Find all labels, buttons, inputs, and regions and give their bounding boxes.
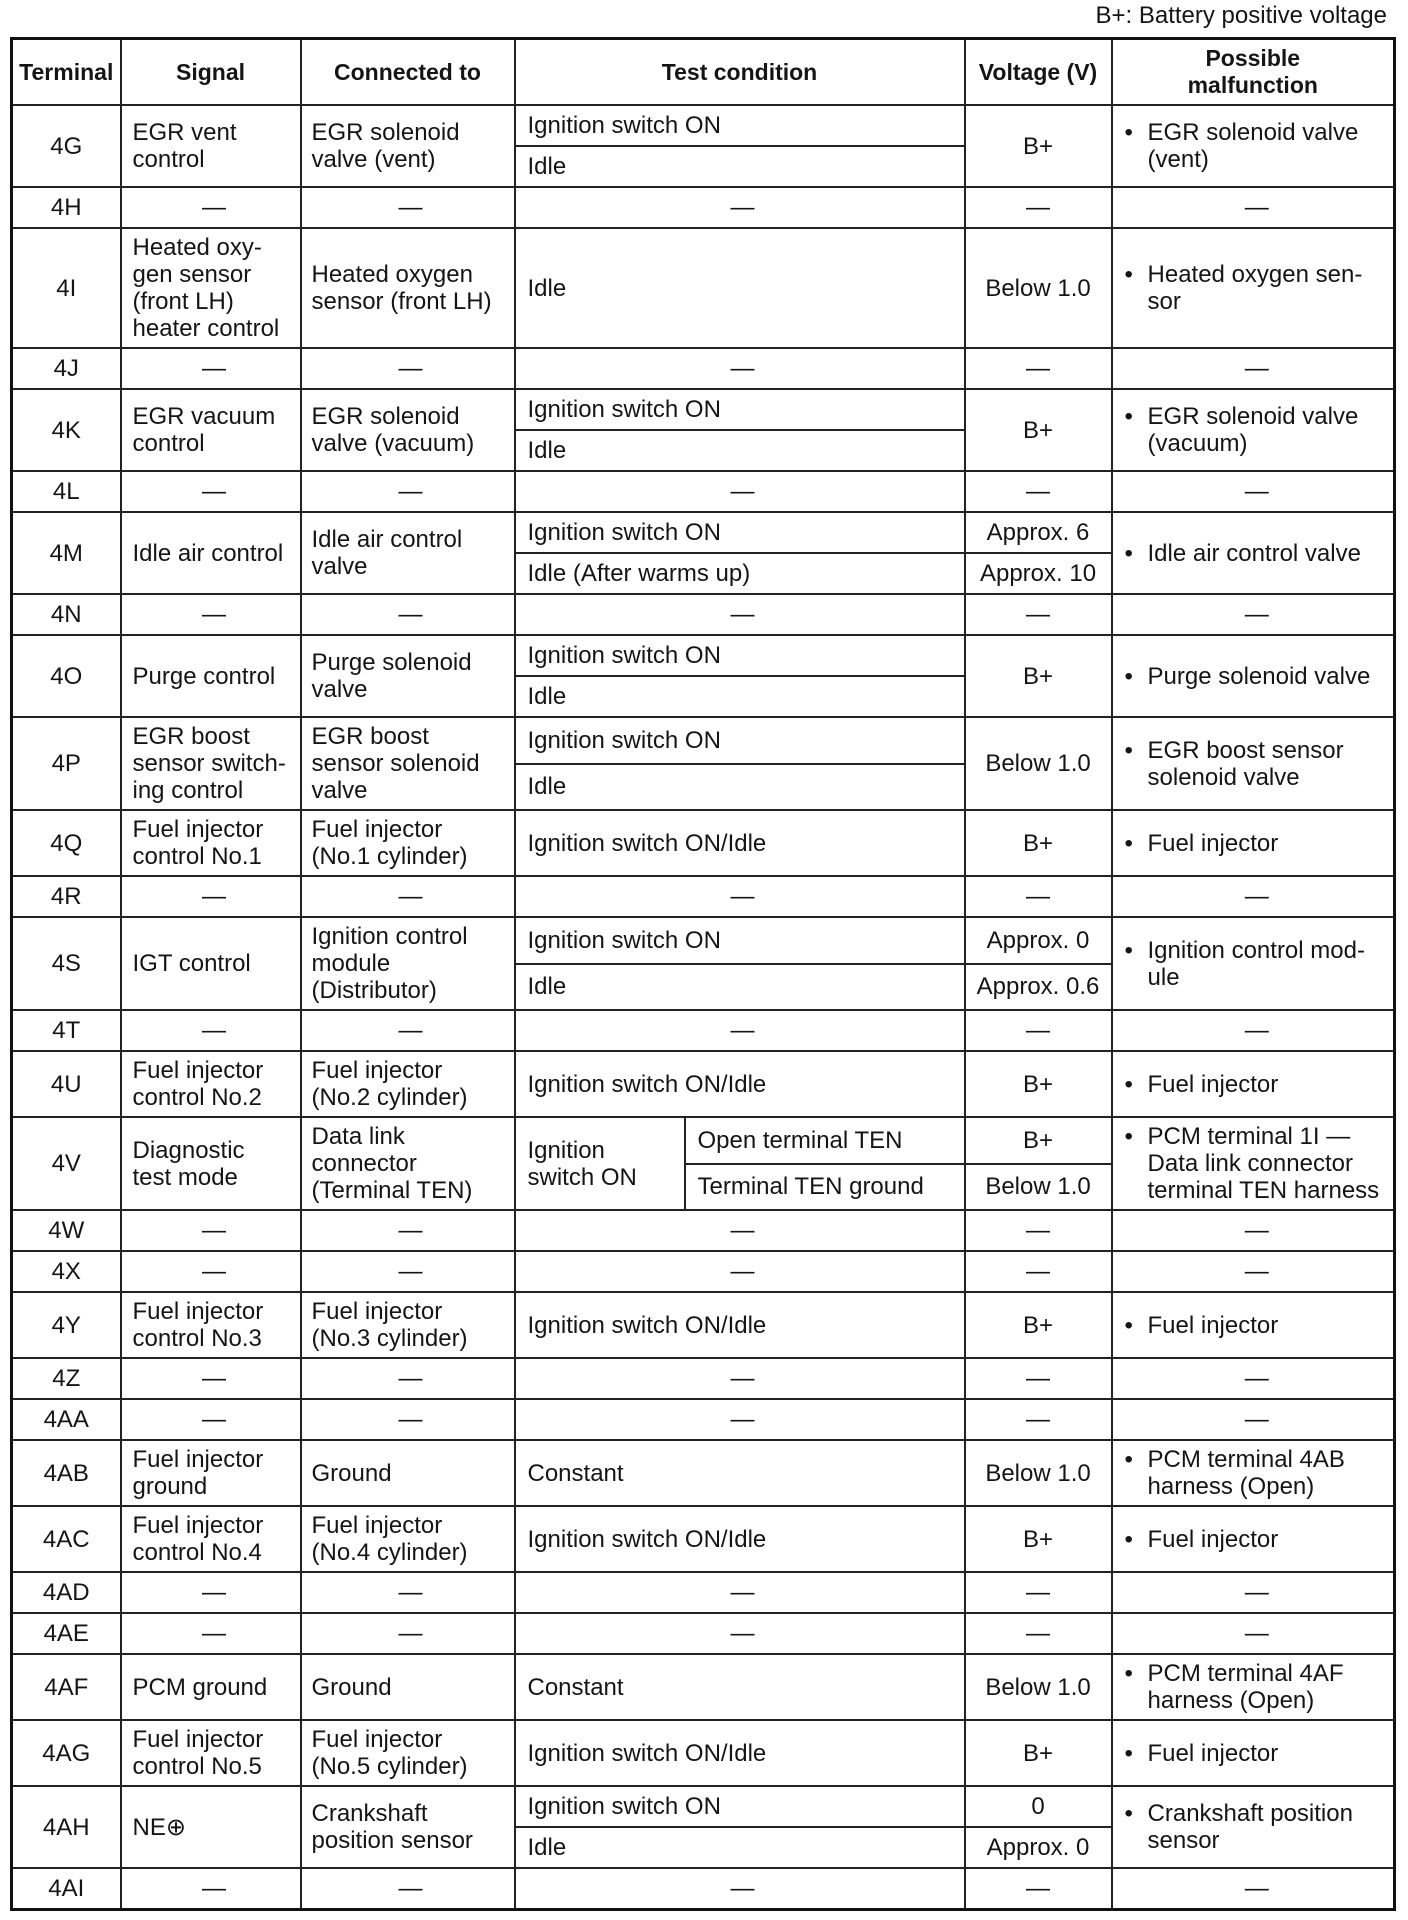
connected-to-cell: Fuel injector (No.1 cylinder) bbox=[301, 810, 515, 876]
terminal-cell: 4G bbox=[12, 105, 121, 187]
signal-cell: — bbox=[121, 1868, 301, 1909]
malfunction-item: • PCM terminal 1I — Data link connector terminal TEN harness bbox=[1125, 1123, 1390, 1204]
signal-cell: — bbox=[121, 1613, 301, 1654]
malfunction-item: • PCM terminal 4AB harness (Open) bbox=[1125, 1446, 1390, 1500]
voltage-cell: Below 1.0 bbox=[965, 1164, 1112, 1211]
voltage-cell: — bbox=[965, 1868, 1112, 1909]
signal-cell: — bbox=[121, 1399, 301, 1440]
table-row-4af bbox=[12, 1654, 1395, 1720]
table-row-4n bbox=[12, 594, 1395, 635]
terminal-cell: 4Q bbox=[12, 810, 121, 876]
malfunction-cell bbox=[1112, 1292, 1395, 1358]
table-row-4p bbox=[12, 717, 1395, 764]
table-row-4ae bbox=[12, 1613, 1395, 1654]
terminal-cell: 4Y bbox=[12, 1292, 121, 1358]
malfunction-cell: — bbox=[1112, 1010, 1395, 1051]
malfunction-item: • PCM terminal 4AF harness (Open) bbox=[1125, 1660, 1390, 1714]
malfunction-cell: — bbox=[1112, 1572, 1395, 1613]
terminal-cell: 4J bbox=[12, 348, 121, 389]
connected-to-cell: — bbox=[301, 1358, 515, 1399]
test-condition-cell: — bbox=[515, 348, 965, 389]
pcm-terminal-voltage-table bbox=[10, 37, 1396, 1911]
malfunction-cell: — bbox=[1112, 1358, 1395, 1399]
voltage-cell: Approx. 0 bbox=[965, 917, 1112, 964]
terminal-cell: 4V bbox=[12, 1117, 121, 1210]
terminal-cell: 4M bbox=[12, 512, 121, 594]
table-row-4q bbox=[12, 810, 1395, 876]
test-condition-cell: — bbox=[515, 471, 965, 512]
table-row-4ac bbox=[12, 1506, 1395, 1572]
table-row-4v bbox=[12, 1117, 1395, 1164]
signal-cell: — bbox=[121, 187, 301, 228]
connected-to-cell: — bbox=[301, 1010, 515, 1051]
connected-to-cell: Fuel injector (No.5 cylinder) bbox=[301, 1720, 515, 1786]
malfunction-cell: — bbox=[1112, 187, 1395, 228]
test-condition-cell: Ignition switch ON/Idle bbox=[515, 1292, 965, 1358]
connected-to-cell: — bbox=[301, 348, 515, 389]
test-condition-cell: Ignition switch ON/Idle bbox=[515, 1051, 965, 1117]
signal-cell: — bbox=[121, 1572, 301, 1613]
connected-to-cell: Fuel injector (No.4 cylinder) bbox=[301, 1506, 515, 1572]
malfunction-cell: — bbox=[1112, 1868, 1395, 1909]
voltage-cell: Approx. 10 bbox=[965, 553, 1112, 594]
terminal-cell: 4K bbox=[12, 389, 121, 471]
terminal-cell: 4O bbox=[12, 635, 121, 717]
malfunction-cell bbox=[1112, 1117, 1395, 1210]
test-condition-cell: Idle bbox=[515, 764, 965, 811]
terminal-cell: 4AI bbox=[12, 1868, 121, 1909]
header-terminal: Terminal bbox=[12, 39, 121, 106]
table-row-4ah bbox=[12, 1786, 1395, 1827]
battery-voltage-legend: B+: Battery positive voltage bbox=[1095, 2, 1387, 29]
signal-cell: Idle air control bbox=[121, 512, 301, 594]
voltage-cell: B+ bbox=[965, 1051, 1112, 1117]
test-condition-cell: Idle (After warms up) bbox=[515, 553, 965, 594]
signal-cell: Fuel injector control No.3 bbox=[121, 1292, 301, 1358]
malfunction-cell: — bbox=[1112, 1399, 1395, 1440]
signal-cell: — bbox=[121, 1251, 301, 1292]
malfunction-item: • Fuel injector bbox=[1125, 1526, 1390, 1553]
voltage-cell: Below 1.0 bbox=[965, 717, 1112, 810]
malfunction-cell bbox=[1112, 917, 1395, 1010]
signal-cell: EGR vent control bbox=[121, 105, 301, 187]
table-row-4ag bbox=[12, 1720, 1395, 1786]
voltage-cell: — bbox=[965, 348, 1112, 389]
voltage-cell: Approx. 6 bbox=[965, 512, 1112, 553]
table-row-4g bbox=[12, 105, 1395, 146]
connected-to-cell: Crankshaft position sensor bbox=[301, 1786, 515, 1868]
terminal-cell: 4AA bbox=[12, 1399, 121, 1440]
connected-to-cell: EGR solenoid valve (vent) bbox=[301, 105, 515, 187]
malfunction-item: • EGR solenoid valve (vacuum) bbox=[1125, 403, 1390, 457]
malfunction-cell bbox=[1112, 512, 1395, 594]
table-row-4h bbox=[12, 187, 1395, 228]
table-row-4m bbox=[12, 512, 1395, 553]
connected-to-cell: Data link connector (Terminal TEN) bbox=[301, 1117, 515, 1210]
voltage-cell: Below 1.0 bbox=[965, 1440, 1112, 1506]
test-condition-cell: Idle bbox=[515, 964, 965, 1011]
test-condition-cell: Ignition switch ON bbox=[515, 1786, 965, 1827]
voltage-cell: B+ bbox=[965, 1506, 1112, 1572]
signal-cell: NE⊕ bbox=[121, 1786, 301, 1868]
table-row-4l bbox=[12, 471, 1395, 512]
table-row-4s bbox=[12, 917, 1395, 964]
test-condition-cell: — bbox=[515, 187, 965, 228]
table-row-4ad bbox=[12, 1572, 1395, 1613]
test-condition-cell: Idle bbox=[515, 228, 965, 348]
signal-cell: — bbox=[121, 1358, 301, 1399]
connected-to-cell: — bbox=[301, 187, 515, 228]
terminal-cell: 4AB bbox=[12, 1440, 121, 1506]
malfunction-cell: — bbox=[1112, 594, 1395, 635]
test-condition-cell: Idle bbox=[515, 1827, 965, 1868]
malfunction-item: • Fuel injector bbox=[1125, 1071, 1390, 1098]
signal-cell: — bbox=[121, 1210, 301, 1251]
table-row-4ab bbox=[12, 1440, 1395, 1506]
table-row-4j bbox=[12, 348, 1395, 389]
voltage-cell: — bbox=[965, 471, 1112, 512]
terminal-cell: 4I bbox=[12, 228, 121, 348]
malfunction-cell bbox=[1112, 1786, 1395, 1868]
table-row-4y bbox=[12, 1292, 1395, 1358]
terminal-cell: 4AH bbox=[12, 1786, 121, 1868]
header-row bbox=[12, 39, 1395, 106]
terminal-cell: 4AC bbox=[12, 1506, 121, 1572]
malfunction-cell: — bbox=[1112, 1210, 1395, 1251]
voltage-cell: — bbox=[965, 876, 1112, 917]
terminal-cell: 4AG bbox=[12, 1720, 121, 1786]
test-condition-cell: Ignition switch ON bbox=[515, 917, 965, 964]
voltage-cell: B+ bbox=[965, 635, 1112, 717]
terminal-cell: 4W bbox=[12, 1210, 121, 1251]
table-row-4ai bbox=[12, 1868, 1395, 1909]
malfunction-cell bbox=[1112, 810, 1395, 876]
table-row-4t bbox=[12, 1010, 1395, 1051]
voltage-cell: Below 1.0 bbox=[965, 1654, 1112, 1720]
table-row-4u bbox=[12, 1051, 1395, 1117]
table-row-4x bbox=[12, 1251, 1395, 1292]
test-condition-cell: Constant bbox=[515, 1440, 965, 1506]
malfunction-cell bbox=[1112, 717, 1395, 810]
voltage-cell: — bbox=[965, 1010, 1112, 1051]
test-condition-cell: — bbox=[515, 1613, 965, 1654]
connected-to-cell: — bbox=[301, 594, 515, 635]
connected-to-cell: — bbox=[301, 1613, 515, 1654]
connected-to-cell: — bbox=[301, 1210, 515, 1251]
malfunction-item: • Fuel injector bbox=[1125, 1740, 1390, 1767]
voltage-cell: — bbox=[965, 1572, 1112, 1613]
voltage-cell: Below 1.0 bbox=[965, 228, 1112, 348]
header-signal: Signal bbox=[121, 39, 301, 106]
test-condition-cell: — bbox=[515, 1010, 965, 1051]
table-row-4k bbox=[12, 389, 1395, 430]
connected-to-cell: Heated oxygen sensor (front LH) bbox=[301, 228, 515, 348]
voltage-cell: — bbox=[965, 187, 1112, 228]
malfunction-item: • Fuel injector bbox=[1125, 830, 1390, 857]
connected-to-cell: — bbox=[301, 1868, 515, 1909]
terminal-cell: 4S bbox=[12, 917, 121, 1010]
malfunction-cell bbox=[1112, 105, 1395, 187]
table-body bbox=[12, 105, 1395, 1909]
header-possible-malfunction: Possible malfunction bbox=[1112, 39, 1395, 106]
voltage-cell: B+ bbox=[965, 1117, 1112, 1164]
terminal-cell: 4Z bbox=[12, 1358, 121, 1399]
table-row-4o bbox=[12, 635, 1395, 676]
signal-cell: Fuel injector control No.1 bbox=[121, 810, 301, 876]
malfunction-cell: — bbox=[1112, 348, 1395, 389]
signal-cell: Fuel injector control No.5 bbox=[121, 1720, 301, 1786]
test-condition-cell: Ignition switch ON bbox=[515, 389, 965, 430]
test-condition-cell: — bbox=[515, 1210, 965, 1251]
test-condition-cell: — bbox=[515, 876, 965, 917]
test-condition-cell: Ignition switch ON bbox=[515, 717, 965, 764]
test-condition-cell: Ignition switch ON/Idle bbox=[515, 810, 965, 876]
voltage-cell: B+ bbox=[965, 389, 1112, 471]
test-condition-cell: Constant bbox=[515, 1654, 965, 1720]
voltage-cell: — bbox=[965, 1251, 1112, 1292]
malfunction-cell: — bbox=[1112, 1613, 1395, 1654]
voltage-cell: 0 bbox=[965, 1786, 1112, 1827]
signal-cell: PCM ground bbox=[121, 1654, 301, 1720]
terminal-cell: 4P bbox=[12, 717, 121, 810]
connected-to-cell: — bbox=[301, 876, 515, 917]
test-condition-cell: Ignition switch ON bbox=[515, 105, 965, 146]
test-condition-cell: — bbox=[515, 1358, 965, 1399]
test-condition-cell: Ignition switch ON bbox=[515, 635, 965, 676]
connected-to-cell: Ground bbox=[301, 1440, 515, 1506]
malfunction-cell bbox=[1112, 228, 1395, 348]
terminal-cell: 4U bbox=[12, 1051, 121, 1117]
malfunction-item: • EGR boost sensor solenoid valve bbox=[1125, 737, 1390, 791]
signal-cell: IGT control bbox=[121, 917, 301, 1010]
malfunction-cell bbox=[1112, 1720, 1395, 1786]
table-row-4i bbox=[12, 228, 1395, 348]
signal-cell: Heated oxy- gen sensor (front LH) heater control bbox=[121, 228, 301, 348]
signal-cell: — bbox=[121, 594, 301, 635]
voltage-cell: — bbox=[965, 1399, 1112, 1440]
table-row-4aa bbox=[12, 1399, 1395, 1440]
connected-to-cell: — bbox=[301, 1399, 515, 1440]
voltage-cell: — bbox=[965, 1358, 1112, 1399]
connected-to-cell: Ignition control module (Distributor) bbox=[301, 917, 515, 1010]
malfunction-cell bbox=[1112, 1051, 1395, 1117]
signal-cell: Fuel injector ground bbox=[121, 1440, 301, 1506]
connected-to-cell: — bbox=[301, 1251, 515, 1292]
terminal-cell: 4H bbox=[12, 187, 121, 228]
signal-cell: — bbox=[121, 876, 301, 917]
malfunction-cell bbox=[1112, 1506, 1395, 1572]
test-condition-group-cell: Ignition switch ON bbox=[515, 1117, 685, 1210]
malfunction-item: • Fuel injector bbox=[1125, 1312, 1390, 1339]
table-header bbox=[12, 39, 1395, 106]
header-connected-to: Connected to bbox=[301, 39, 515, 106]
test-condition-cell: — bbox=[515, 594, 965, 635]
connected-to-cell: EGR solenoid valve (vacuum) bbox=[301, 389, 515, 471]
connected-to-cell: Fuel injector (No.2 cylinder) bbox=[301, 1051, 515, 1117]
terminal-cell: 4T bbox=[12, 1010, 121, 1051]
signal-cell: Purge control bbox=[121, 635, 301, 717]
table-row-4z bbox=[12, 1358, 1395, 1399]
connected-to-cell: EGR boost sensor solenoid valve bbox=[301, 717, 515, 810]
voltage-cell: B+ bbox=[965, 1720, 1112, 1786]
test-condition-cell: Ignition switch ON/Idle bbox=[515, 1506, 965, 1572]
malfunction-item: • Purge solenoid valve bbox=[1125, 663, 1390, 690]
malfunction-item: • Heated oxygen sen- sor bbox=[1125, 261, 1390, 315]
malfunction-cell bbox=[1112, 635, 1395, 717]
terminal-cell: 4R bbox=[12, 876, 121, 917]
voltage-cell: — bbox=[965, 1210, 1112, 1251]
signal-cell: — bbox=[121, 471, 301, 512]
malfunction-cell bbox=[1112, 389, 1395, 471]
table-row-4w bbox=[12, 1210, 1395, 1251]
test-condition-cell: Terminal TEN ground bbox=[685, 1164, 965, 1211]
malfunction-item: • Crankshaft position sensor bbox=[1125, 1800, 1390, 1854]
connected-to-cell: — bbox=[301, 471, 515, 512]
connected-to-cell: — bbox=[301, 1572, 515, 1613]
connected-to-cell: Fuel injector (No.3 cylinder) bbox=[301, 1292, 515, 1358]
test-condition-cell: Ignition switch ON bbox=[515, 512, 965, 553]
signal-cell: Diagnostic test mode bbox=[121, 1117, 301, 1210]
test-condition-cell: — bbox=[515, 1399, 965, 1440]
voltage-cell: — bbox=[965, 594, 1112, 635]
malfunction-cell bbox=[1112, 1654, 1395, 1720]
test-condition-cell: — bbox=[515, 1868, 965, 1909]
signal-cell: — bbox=[121, 1010, 301, 1051]
malfunction-item: • EGR solenoid valve (vent) bbox=[1125, 119, 1390, 173]
malfunction-cell: — bbox=[1112, 1251, 1395, 1292]
signal-cell: Fuel injector control No.2 bbox=[121, 1051, 301, 1117]
test-condition-cell: — bbox=[515, 1572, 965, 1613]
signal-cell: Fuel injector control No.4 bbox=[121, 1506, 301, 1572]
connected-to-cell: Purge solenoid valve bbox=[301, 635, 515, 717]
connected-to-cell: Idle air control valve bbox=[301, 512, 515, 594]
terminal-cell: 4L bbox=[12, 471, 121, 512]
signal-cell: EGR boost sensor switch- ing control bbox=[121, 717, 301, 810]
malfunction-item: • Ignition control mod- ule bbox=[1125, 937, 1390, 991]
malfunction-cell: — bbox=[1112, 876, 1395, 917]
test-condition-cell: Open terminal TEN bbox=[685, 1117, 965, 1164]
table-row-4r bbox=[12, 876, 1395, 917]
header-voltage: Voltage (V) bbox=[965, 39, 1112, 106]
terminal-cell: 4AD bbox=[12, 1572, 121, 1613]
malfunction-cell bbox=[1112, 1440, 1395, 1506]
header-test-condition: Test condition bbox=[515, 39, 965, 106]
terminal-cell: 4X bbox=[12, 1251, 121, 1292]
voltage-cell: B+ bbox=[965, 1292, 1112, 1358]
voltage-cell: B+ bbox=[965, 810, 1112, 876]
test-condition-cell: Ignition switch ON/Idle bbox=[515, 1720, 965, 1786]
terminal-cell: 4N bbox=[12, 594, 121, 635]
test-condition-cell: — bbox=[515, 1251, 965, 1292]
voltage-cell: Approx. 0 bbox=[965, 1827, 1112, 1868]
signal-cell: EGR vacuum control bbox=[121, 389, 301, 471]
signal-cell: — bbox=[121, 348, 301, 389]
test-condition-cell: Idle bbox=[515, 430, 965, 471]
voltage-cell: B+ bbox=[965, 105, 1112, 187]
voltage-cell: — bbox=[965, 1613, 1112, 1654]
terminal-cell: 4AE bbox=[12, 1613, 121, 1654]
connected-to-cell: Ground bbox=[301, 1654, 515, 1720]
terminal-cell: 4AF bbox=[12, 1654, 121, 1720]
malfunction-cell: — bbox=[1112, 471, 1395, 512]
malfunction-item: • Idle air control valve bbox=[1125, 540, 1390, 567]
voltage-cell: Approx. 0.6 bbox=[965, 964, 1112, 1011]
test-condition-cell: Idle bbox=[515, 146, 965, 187]
test-condition-cell: Idle bbox=[515, 676, 965, 717]
